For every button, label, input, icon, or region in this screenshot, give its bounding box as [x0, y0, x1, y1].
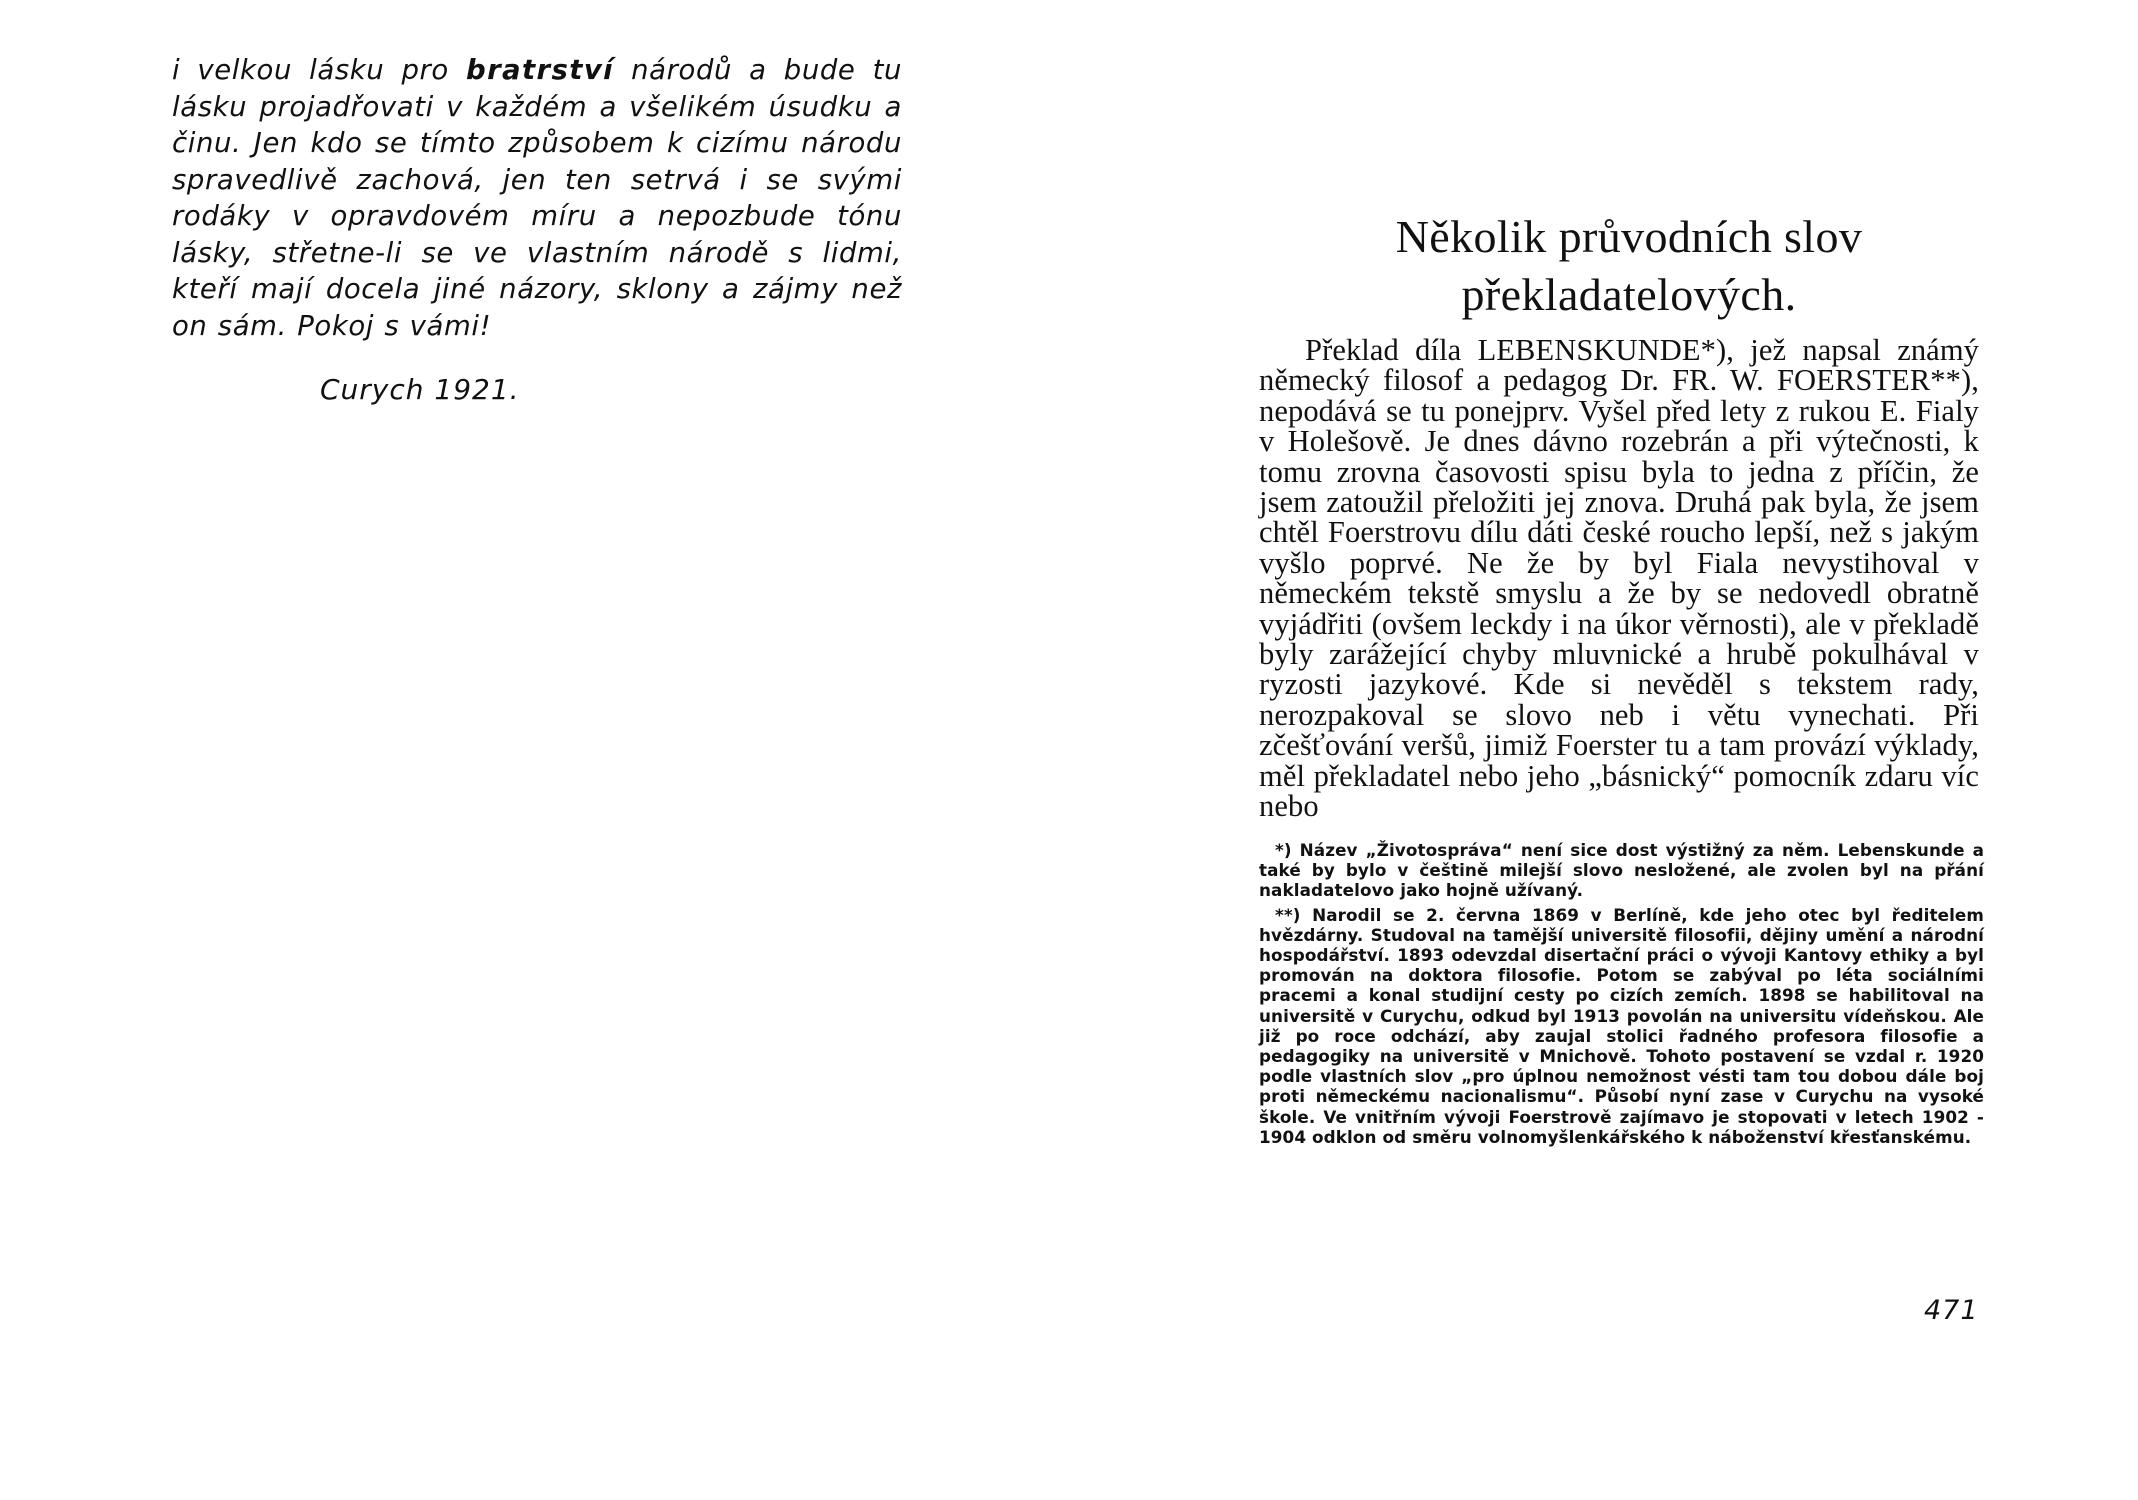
- closing-paragraph: [172, 52, 902, 344]
- place-date-signature: Curych 1921.: [320, 373, 520, 406]
- body-paragraph-container: [1259, 335, 1979, 822]
- right-page: [1069, 0, 2138, 1500]
- footnotes: [1259, 840, 1984, 1151]
- footnote-1: *) Název „Životospráva“ není sice dost výstižný za něm. Lebenskunde a také by bylo v češtině milejší slovo nesložené, ale zvolen byl na přání nakladatelovo jako hojně užívaný.: [1259, 840, 1984, 901]
- heading-line-1: Několik průvodních slov: [1395, 211, 1863, 262]
- page-number: 471: [1924, 1295, 1979, 1326]
- chapter-heading: [1279, 208, 1979, 324]
- emphasized-word: bratrství: [466, 54, 614, 86]
- footnote-2: **) Narodil se 2. června 1869 v Berlíně, kde jeho otec byl ředitelem hvězdárny. Studoval na tamější universitě filosofii, dějiny umění a národní hospodářství. 1893 odevzdal disertační práci o vývoji Kantovy ethiky a byl promován na doktora filosofie. Potom se zabýval po léta sociálními pracemi a konal studijní cesty po cizích zemích. 1898 se habilitoval na universitě v Curychu, odkud byl 1913 povolán na universitu vídeňskou. Ale již po roce odchází, aby zaujal stolici řadného profesora filosofie a pedagogiky na universitě v Mnichově. Tohoto postavení se vzdal r. 1920 podle vlastních slov „pro úplnou nemožnost vésti tam tou dobou dále boj proti německému nacionalismu“. Působí nyní zase v Curychu na vysoké škole. Ve vnitřním vývoji Foerstrově zajímavo je stopovati v letech 1902 - 1904 odklon od směru volnomyšlenkářského k náboženství křesťanskému.: [1259, 904, 1984, 1147]
- body-paragraph: Překlad díla LEBENSKUNDE*), jež napsal známý německý filosof a pedagog Dr. FR. W. FOERSTER**), nepodává se tu ponejprv. Vyšel před lety z rukou E. Fialy v Holešově. Je dnes dávno rozebrán a při výtečnosti, k tomu zrovna časovosti spisu byla to jedna z příčin, že jsem zatoužil přeložiti jej znova. Druhá pak byla, že jsem chtěl Foerstrovu dílu dáti české roucho lepší, než s jakým vyšlo poprvé. Ne že by byl Fiala nevystihoval v německém tekstě smyslu a že by se nedovedl obratně vyjádřiti (ovšem leckdy i na úkor věrnosti), ale v překladě byly zarážející chyby mluvnické a hrubě pokulhával v ryzosti jazykové. Kde si nevěděl s tekstem rady, nerozpakoval se slovo neb i větu vynechati. Při zčešťování veršů, jimiž Foerster tu a tam provází výklady, měl překladatel nebo jeho „básnický“ pomocník zdaru víc nebo: [1259, 333, 1979, 824]
- heading-line-2: překladatelových.: [1461, 269, 1797, 320]
- closing-text-rest: národů a bude tu lásku projadřovati v každém a všelikém úsudku a činu. Jen kdo se tímto způsobem k cizímu národu spravedlivě zachová, jen ten setrvá i se svými rodáky v opravdovém míru a nepozbude tónu lásky, střetne-li se ve vlastním národě s lidmi, kteří mají docela jiné názory, sklony a zájmy než on sám. Pokoj s vámi!: [172, 54, 902, 342]
- closing-text-start: i velkou lásku pro: [172, 54, 466, 86]
